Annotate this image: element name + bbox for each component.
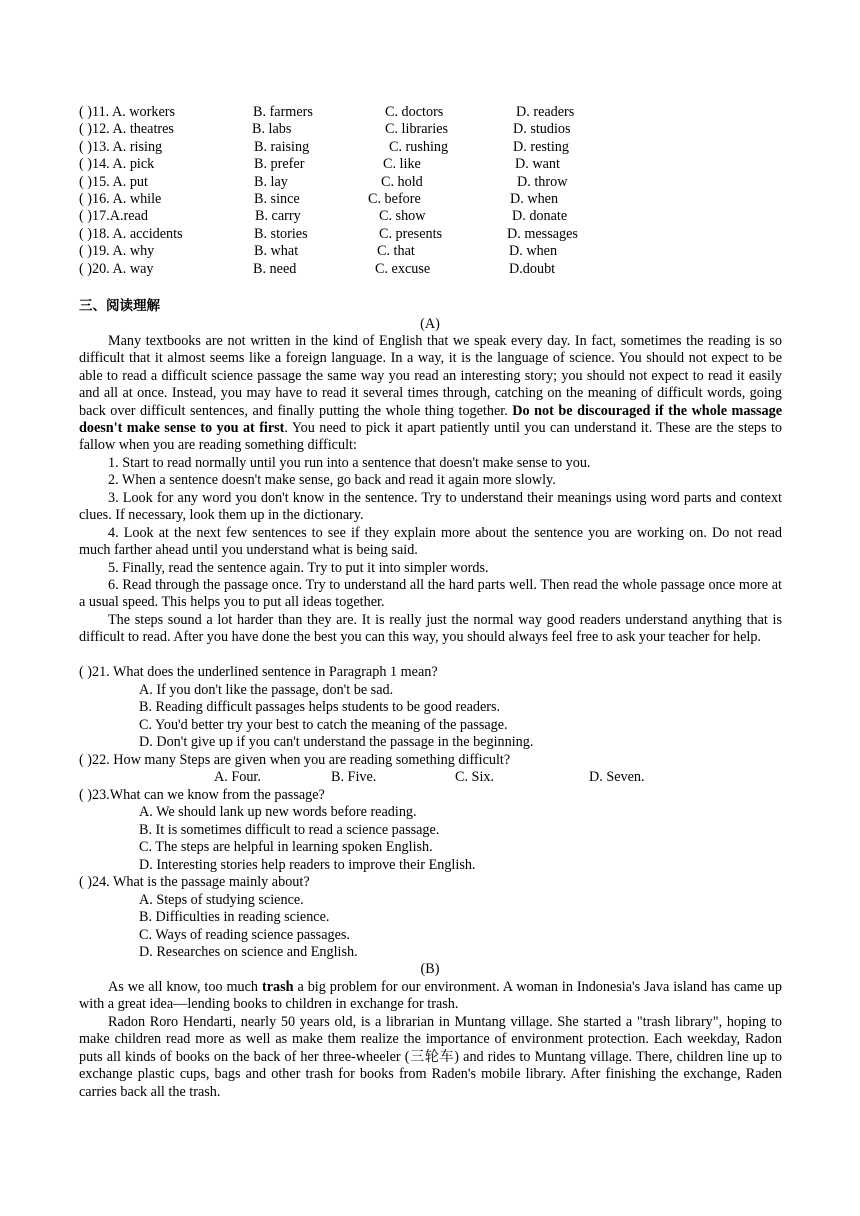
- question-22-option-b: B. Five.: [331, 769, 377, 785]
- question-23-option-b: B. It is sometimes difficult to read a science passage.: [139, 822, 440, 838]
- cloze-question-number-option-a: ( )11. A. workers: [79, 104, 176, 120]
- underlined-sentence: Do not be discouraged if the whole massage doesn't make sense to you at first: [79, 402, 782, 437]
- cloze-question-number-option-a: ( )17.A.read: [79, 208, 148, 225]
- step-6: 6. Read through the passage once. Try to understand all the hard parts well. Then read the whole passage once more at a usual speed. This helps you to put all ideas together.: [79, 577, 782, 611]
- cloze-option-c: C. libraries: [385, 121, 449, 138]
- question-24-option-d: D. Researches on science and English.: [139, 944, 358, 960]
- step-4: 4. Look at the next few sentences to see if they explain more about the sentence you are working on. Do not read much farther ahead until you understand what is being said.: [79, 525, 782, 559]
- question-23-option-d: D. Interesting stories help readers to improve their English.: [139, 857, 476, 873]
- cloze-question-number-option-a: ( )20. A. way: [79, 260, 154, 277]
- question-24-option-b: B. Difficulties in reading science.: [139, 909, 330, 925]
- question-24-stem: ( )24. What is the passage mainly about?: [79, 874, 310, 890]
- cloze-option-d: D. studios: [513, 121, 571, 138]
- cloze-option-d: D. resting: [513, 138, 569, 155]
- cloze-option-d: D. when: [510, 191, 559, 207]
- cloze-option-d: D. readers: [516, 104, 575, 120]
- question-22-stem: ( )22. How many Steps are given when you are reading something difficult?: [79, 752, 511, 768]
- question-21-option-b: B. Reading difficult passages helps students to be good readers.: [139, 699, 501, 715]
- cloze-option-d: D. want: [515, 156, 560, 173]
- passage-a-label: (A): [420, 316, 440, 332]
- cloze-question-number-option-a: ( )13. A. rising: [79, 138, 163, 155]
- cloze-option-c: C. excuse: [375, 260, 431, 277]
- cloze-option-b: B. since: [254, 191, 300, 207]
- cloze-option-c: C. before: [368, 191, 421, 207]
- passage-a-closing: The steps sound a lot harder than they are. It is really just the normal way good readers understand anything that is difficult to read. After you have done the best you can this way, you should always feel free to ask your teacher for help.: [79, 612, 782, 646]
- cloze-question-number-option-a: ( )14. A. pick: [79, 156, 155, 173]
- trash-word: trash: [261, 979, 294, 995]
- passage-b-p1-end: a big problem for our environment. A woman in Indonesia's Java island has came up with a great idea—lending books to children in exchange for trash.: [79, 979, 782, 1013]
- cloze-question-number-option-a: ( )16. A. while: [79, 191, 162, 207]
- cloze-option-c: C. like: [383, 156, 421, 173]
- question-21-option-a: A. If you don't like the passage, don't be sad.: [139, 682, 394, 698]
- question-22-option-d: D. Seven.: [589, 769, 645, 785]
- cloze-question-number-option-a: ( )15. A. put: [79, 173, 148, 190]
- passage-a-paragraph-1: [79, 333, 782, 455]
- step-1: 1. Start to read normally until you run into a sentence that doesn't make sense to you.: [108, 455, 591, 471]
- cloze-option-b: B. prefer: [254, 156, 305, 173]
- question-23-option-a: A. We should lank up new words before reading.: [139, 804, 417, 820]
- passage-b-label: (B): [420, 961, 440, 977]
- cloze-option-b: B. what: [254, 243, 299, 260]
- question-24-option-a: A. Steps of studying science.: [139, 892, 304, 908]
- passage-b-p1-start: As we all know, too much: [108, 979, 262, 995]
- question-23-option-c: C. The steps are helpful in learning spoken English.: [139, 839, 433, 855]
- cloze-option-c: C. that: [377, 243, 415, 260]
- question-21-option-d: D. Don't give up if you can't understand the passage in the beginning.: [139, 734, 534, 750]
- cloze-option-b: B. stories: [254, 225, 308, 242]
- cloze-option-c: C. presents: [379, 225, 443, 242]
- question-21-stem: ( )21. What does the underlined sentence in Paragraph 1 mean?: [79, 664, 438, 680]
- step-5: 5. Finally, read the sentence again. Try to put it into simpler words.: [108, 560, 489, 576]
- step-3: 3. Look for any word you don't know in the sentence. Try to understand their meanings using word parts and context clues. If necessary, look them up in the dictionary.: [79, 490, 782, 524]
- cloze-option-b: B. lay: [254, 173, 288, 190]
- cloze-option-d: D.doubt: [509, 260, 556, 277]
- cloze-option-c: C. rushing: [389, 138, 449, 155]
- step-2: 2. When a sentence doesn't make sense, go back and read it again more slowly.: [108, 472, 556, 488]
- cloze-option-d: D. donate: [512, 208, 568, 225]
- passage-b-paragraph-1: [79, 979, 782, 1014]
- question-22-option-a: A. Four.: [214, 769, 261, 785]
- cloze-option-b: B. need: [253, 260, 297, 277]
- cloze-option-d: D. throw: [517, 173, 568, 190]
- cloze-option-b: B. raising: [254, 138, 310, 155]
- question-22-option-c: C. Six.: [455, 769, 495, 785]
- cloze-option-c: C. doctors: [385, 104, 444, 120]
- cloze-option-b: B. carry: [255, 208, 301, 225]
- passage-a-p1-end: . You need to pick it apart patiently until you can understand it. These are the steps to fallow when you are reading something difficult:: [79, 420, 783, 454]
- question-23-stem: ( )23.What can we know from the passage?: [79, 787, 325, 803]
- cloze-option-d: D. when: [509, 243, 558, 260]
- cloze-question-number-option-a: ( )19. A. why: [79, 243, 155, 260]
- cloze-option-b: B. labs: [252, 121, 292, 138]
- question-21-option-c: C. You'd better try your best to catch the meaning of the passage.: [139, 717, 508, 733]
- cloze-option-c: C. show: [379, 208, 426, 225]
- cloze-option-d: D. messages: [507, 225, 578, 242]
- passage-a-p1-start: Many textbooks are not written in the kind of English that we speak every day. In fact, sometimes the reading is so difficult that it almost seems like a foreign language. In a way, it is the language of science. You should not expect to be able to read a difficult science passage the same way you read an interesting story; you should not expect to read it easily and all at once. Instead, you may have to read it several times through, catching on the meaning of difficult words, going back over difficult sentences, and finally putting the whole thing together.: [79, 333, 782, 419]
- cloze-question-number-option-a: ( )12. A. theatres: [79, 121, 174, 138]
- passage-b-paragraph-2: Radon Roro Hendarti, nearly 50 years old, is a librarian in Muntang village. She started a "trash library", hoping to make children read more as well as make them realize the importance of environment protection. Each weekday, Radon puts all kinds of books on the back of her three-wheeler (三轮车) and rides to Muntang village. There, children line up to exchange plastic cups, bags and other trash for books from Raden's mobile library. After finishing the exchange, Raden carries back all the trash.: [79, 1014, 782, 1100]
- cloze-option-b: B. farmers: [253, 104, 313, 120]
- question-24-option-c: C. Ways of reading science passages.: [139, 927, 350, 943]
- cloze-option-c: C. hold: [381, 173, 423, 190]
- section-title: 三、阅读理解: [79, 298, 160, 314]
- cloze-question-number-option-a: ( )18. A. accidents: [79, 225, 183, 242]
